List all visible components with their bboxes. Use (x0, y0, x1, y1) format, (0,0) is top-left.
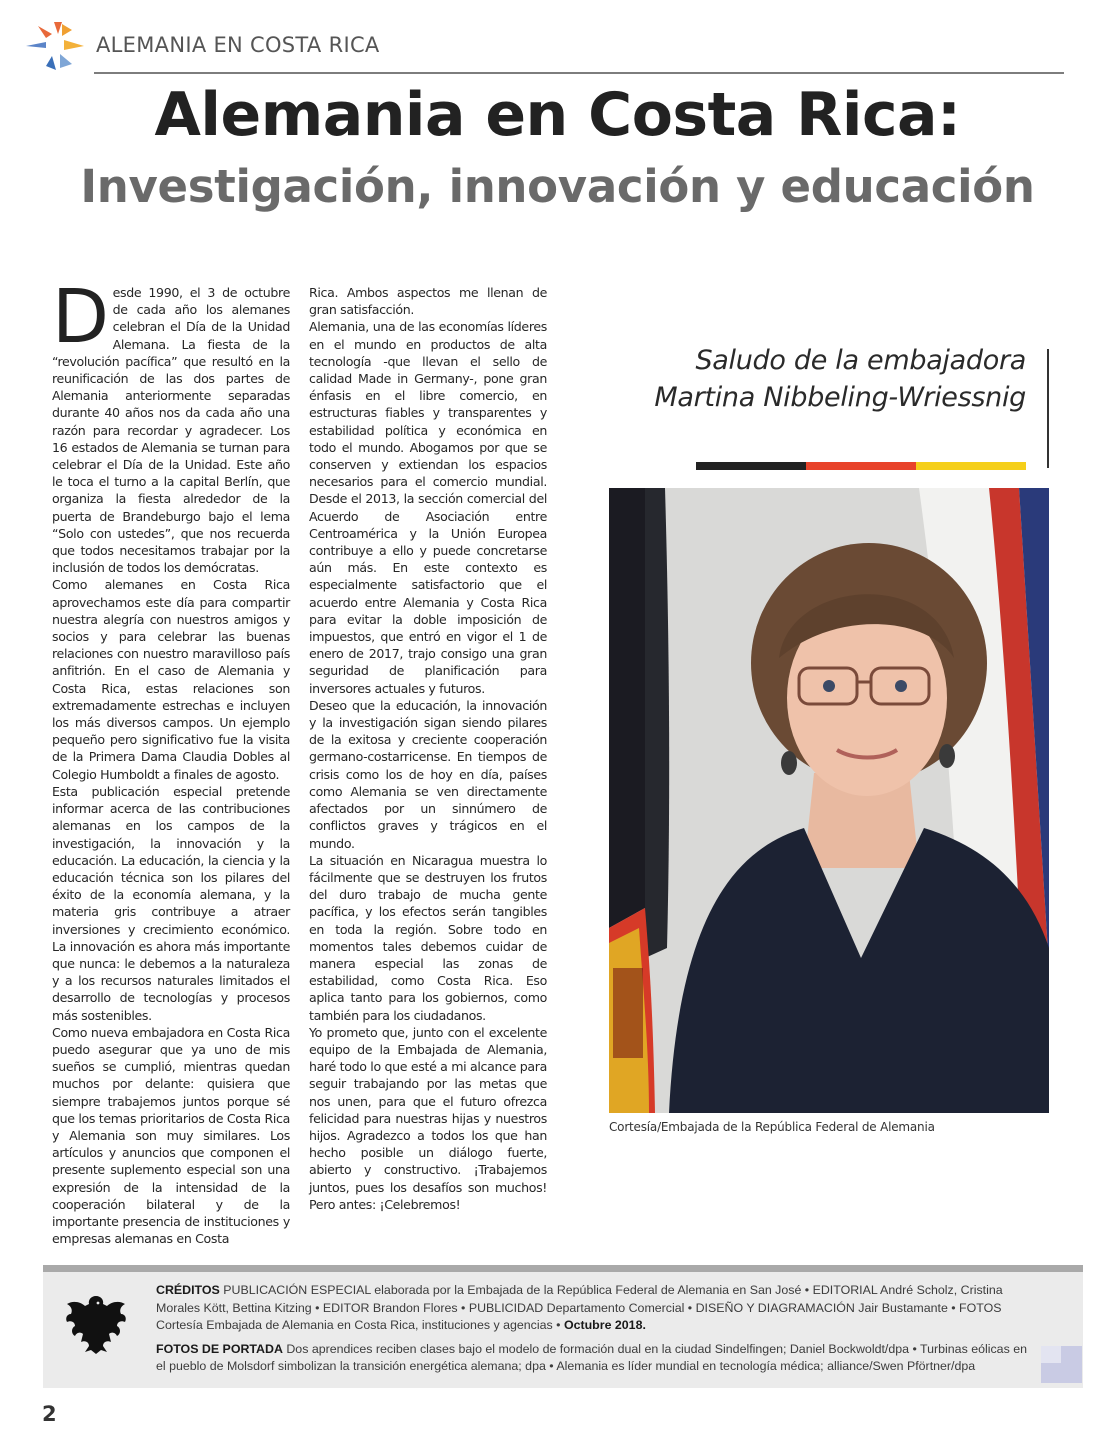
article-paragraph: Alemania, una de las economías líderes en el mundo en productos de alta tecnología -que llevan el sello de calidad Made in Germany-, pone gran énfasis en el libre comercio, en estructuras fiables y transparentes y estabilidad política y económica en todo el mundo. Abogamos por que se conserven y extiendan los espacios necesarios para el comercio mundial. Desde el 2013, la sección comercial del Acuerdo de Asociación entre Centroamérica y la Unión Europea contribuye a ello y puede concretarse aún más. En este contexto es especialmente satisfactorio que el acuerdo entre Alemania y Costa Rica para evitar la doble imposición de impuestos, que entró en vigor el 1 de enero de 2017, trajo consigo una gran seguridad de planificación para inversores actuales y futuros. (309, 319, 547, 696)
page-number: 2 (42, 1402, 57, 1426)
salute-vertical-rule (1047, 349, 1049, 468)
decorative-square-small (1041, 1346, 1061, 1363)
cover-photos-paragraph: FOTOS DE PORTADA Dos aprendices reciben clases bajo el modelo de formación dual en la ciudad Sindelfingen; Daniel Bockwoldt/dpa • Turbinas eólicas en el pueblo de Molsdorf simbolizan la transición energética alemana; dpa • Alemania es líder mundial en tecnología médica; alliance/Swen Pförtner/dpa (156, 1341, 1027, 1374)
article-paragraph: Deseo que la educación, la innovación y la investigación sigan siendo pilares de la exitosa y creciente cooperación germano-costarricense. En tiempos de crisis como los de hoy en día, países como Alemania se ven directamente afectados por un sinnúmero de conflictos graves y trágicos en el mundo. (309, 697, 547, 851)
german-flag-bar (696, 462, 1026, 470)
credits-box (43, 1272, 1083, 1388)
section-label: ALEMANIA EN COSTA RICA (96, 33, 380, 57)
flag-stripe-red (806, 462, 916, 470)
ambassador-salute-heading (654, 342, 1026, 416)
drop-cap: D (52, 274, 109, 360)
flag-stripe-gold (916, 462, 1026, 470)
credits-paragraph: CRÉDITOS PUBLICACIÓN ESPECIAL elaborada por la Embajada de la República Federal de Alemania en San José • EDITORIAL André Scholz, Cristina Morales Kött, Bettina Kitzing • EDITOR Brandon Flores • PUBLICIDAD Departamento Comercial • DISEÑO Y DIAGRAMACIÓN Jair Bustamante • FOTOS Cortesía Embajada de Alemania en Costa Rica, instituciones y agencias • Octubre 2018. (156, 1283, 1003, 1333)
article-column-1 (52, 274, 290, 1247)
article-paragraph: Yo prometo que, junto con el excelente equipo de la Embajada de Alemania, haré todo lo que esté a mi alcance para seguir trabajando por las metas que nos unen, para que el futuro ofrezca felicidad para nuestras hijas y nuestros hijos. Agradezco a todos los que han hecho posible un diálogo fuerte, abierto y constructivo. ¡Trabajemos juntos, pues los desafíos son muchos! Pero antes: ¡Celebremos! (309, 1024, 547, 1212)
article-paragraph: Esta publicación especial pretende informar acerca de las contribuciones alemanas en los campos de la investigación, la innovación y la educación. La educación, la ciencia y la educación técnica son los pilares del éxito de la economía alemana, y la materia gris contribuye a atraer inversiones y crecimiento económico. La innovación es ahora más importante que nunca: le debemos a la naturaleza y a los recursos naturales limitados el desarrollo de tecnologías y procesos más sostenibles. (52, 783, 290, 1023)
credits-text (156, 1282, 1036, 1382)
credits-top-bar (43, 1265, 1083, 1272)
page-title: Alemania en Costa Rica: (154, 80, 961, 150)
header-divider (94, 72, 1064, 74)
federal-eagle-icon (63, 1292, 129, 1356)
article-paragraph: Como nueva embajadora en Costa Rica puedo asegurar que ya uno de mis sueños se cumplió, mientras quedan muchos por delante: quisiera que siempre trabajemos juntos porque sé que los temas prioritarios de Costa Rica y Alemania son muy similares. Los artículos y anuncios que componen el presente suplemento especial son una expresión de la intensidad de la cooperación bilateral y de la importante presencia de instituciones y empresas alemanas en Costa (52, 1024, 290, 1247)
star-logo-icon (24, 20, 88, 72)
article-paragraph: Como alemanes en Costa Rica aprovechamos este día para compartir nuestra alegría con nuestros amigos y socios y para celebrar las buenas relaciones con nuestro maravilloso país anfitrión. En el caso de Alemania y Costa Rica, estas relaciones son extremadamente estrechas e incluyen los más diversos campos. Un ejemplo pequeño pero significativo fue la visita de la Primera Dama Claudia Dobles al Colegio Humboldt a finales de agosto. (52, 577, 290, 782)
salute-line-2: Martina Nibbeling-Wriessnig (654, 382, 1026, 413)
page-subtitle: Investigación, innovación y educación (80, 160, 1035, 213)
flag-stripe-black (696, 462, 806, 470)
salute-line-1: Saludo de la embajadora (695, 345, 1026, 376)
article-column-2 (309, 284, 547, 1213)
portrait-illustration (609, 488, 1049, 1113)
article-paragraph: Rica. Ambos aspectos me llenan de gran satisfacción. (309, 285, 547, 318)
article-paragraph: Desde 1990, el 3 de octubre de cada año los alemanes celebran el Día de la Unidad Alemana. La fiesta de la “revolución pacífica” que resultó en la reunificación de las dos partes de Alemania anteriormente separadas durante 40 años nos da cada año una razón para recordar y agradecer. Los 16 estados de Alemania se turnan para celebrar el Día de la Unidad. Este año le toca el turno a la capital Berlín, que organiza la fiesta alrededor de la puerta de Brandeburgo bajo el lema “Solo con ustedes”, que nos recuerda que todos necesitamos trabajar por la inclusión de todos los demócratas. (52, 274, 290, 576)
article-paragraph: La situación en Nicaragua muestra lo fácilmente que se destruyen los frutos del duro trabajo de mucha gente pacífica, y los efectos serán tangibles en toda la región. Sobre todo en momentos tales debemos cuidar de manera especial las zonas de estabilidad, como Costa Rica. Eso aplica tanto para los gobiernos, como también para los ciudadanos. (309, 852, 547, 1023)
ambassador-portrait-photo (609, 488, 1049, 1113)
photo-caption: Cortesía/Embajada de la República Federal de Alemania (609, 1120, 935, 1134)
